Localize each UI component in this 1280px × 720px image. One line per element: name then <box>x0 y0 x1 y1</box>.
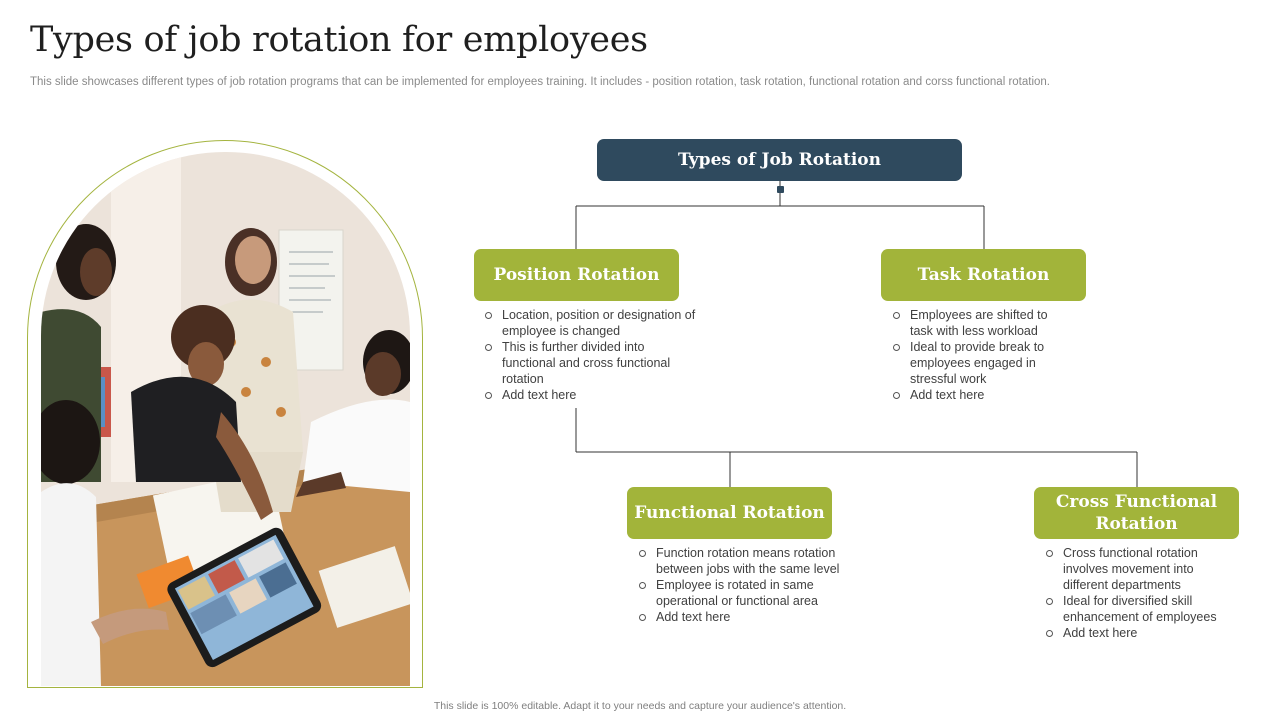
list-item: Add text here <box>637 609 862 625</box>
list-item: Employee is rotated in same operational or functional area <box>637 577 862 609</box>
cross-functional-rotation-list <box>1044 545 1219 641</box>
connector-dot <box>777 186 784 193</box>
root-label: Types of Job Rotation <box>678 150 881 170</box>
list-item: Add text here <box>1044 625 1219 641</box>
list-item: Add text here <box>891 387 1066 403</box>
list-item: Add text here <box>483 387 698 403</box>
functional-rotation-label: Functional Rotation <box>634 503 825 523</box>
position-rotation-list <box>483 307 698 403</box>
task-rotation-box <box>881 249 1086 301</box>
functional-rotation-list <box>637 545 862 625</box>
list-item: Ideal for diversified skill enhancement of employees <box>1044 593 1219 625</box>
slide-title: Types of job rotation for employees <box>30 20 648 60</box>
list-item: Employees are shifted to task with less workload <box>891 307 1066 339</box>
position-rotation-box <box>474 249 679 301</box>
functional-rotation-box <box>627 487 832 539</box>
root-box <box>597 139 962 181</box>
list-item: Ideal to provide break to employees engaged in stressful work <box>891 339 1066 387</box>
slide-footer: This slide is 100% editable. Adapt it to your needs and capture your audience's attention. <box>433 700 847 712</box>
position-rotation-label: Position Rotation <box>493 265 660 285</box>
list-item: Location, position or designation of employee is changed <box>483 307 698 339</box>
slide-subtitle: This slide showcases different types of job rotation programs that can be implemented for employees training. It includes - position rotation, task rotation, functional rotation and corss functional rotation. <box>30 76 1051 88</box>
task-rotation-label: Task Rotation <box>917 265 1050 285</box>
task-rotation-list <box>891 307 1066 403</box>
cross-functional-rotation-label: Cross Functional Rotation <box>1055 492 1218 534</box>
cross-functional-rotation-box <box>1034 487 1239 539</box>
list-item: This is further divided into functional and cross functional rotation <box>483 339 698 387</box>
list-item: Cross functional rotation involves movement into different departments <box>1044 545 1219 593</box>
list-item: Function rotation means rotation between jobs with the same level <box>637 545 862 577</box>
